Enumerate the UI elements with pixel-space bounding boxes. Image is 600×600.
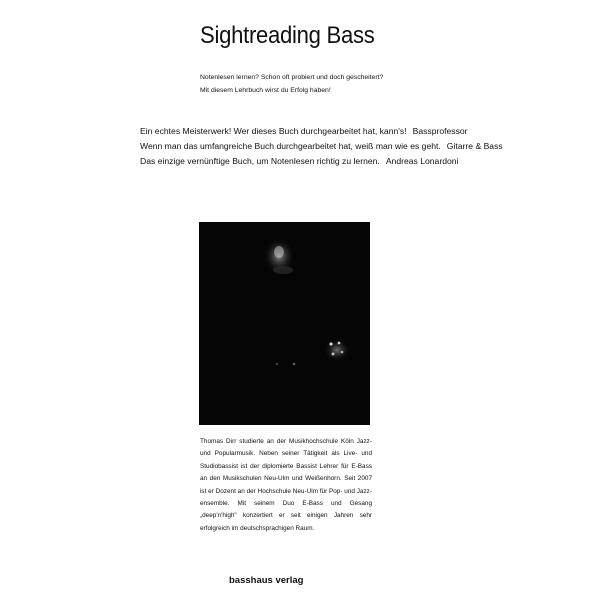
book-title: Sightreading Bass [200,22,375,49]
review-quotes [140,124,503,169]
quote-text: Das einzige vernünftige Buch, um Notenlesen richtig zu lernen. [140,156,380,166]
author-photo-image [199,222,370,425]
subtitle-line: Mit diesem Lehrbuch wirst du Erfolg haben! [200,87,331,94]
subtitle-block [200,71,383,97]
author-photo [199,222,370,425]
review-quote [140,124,503,139]
quote-text: Wenn man das umfangreiche Buch durchgearbeitet hat, weiß man wie es geht. [140,141,441,151]
quote-source: Andreas Lonardoni [385,156,459,166]
author-bio: Thomas Dirr studierte an der Musikhochschule Köln Jazz- und Popularmusik. Neben seiner Tätigkeit als Live- und Studiobassist ist der diplomierte Bassist Lehrer für E-Bass an den Musikschulen Neu-Ulm und Weißenhorn. Seit 2007 ist er Dozent an der Hochschule Neu-Ulm für Pop- und Jazz-ensemble. Mit seinem Duo E-Bass und Gesang „deep'n'high" konzertiert er seit einigen Jahren sehr erfolgreich im deutschsprachigen Raum. [200,438,372,532]
quote-source: Gitarre & Bass [446,141,503,151]
review-quote [140,139,503,154]
review-quote [140,154,503,169]
quote-source: Bassprofessor [412,126,468,136]
publisher-name: basshaus verlag [229,575,304,586]
quote-text: Ein echtes Meisterwerk! Wer dieses Buch durchgearbeitet hat, kann's! [140,126,407,136]
subtitle-line: Notenlesen lernen? Schon oft probiert und doch gescheitert? [200,74,384,81]
